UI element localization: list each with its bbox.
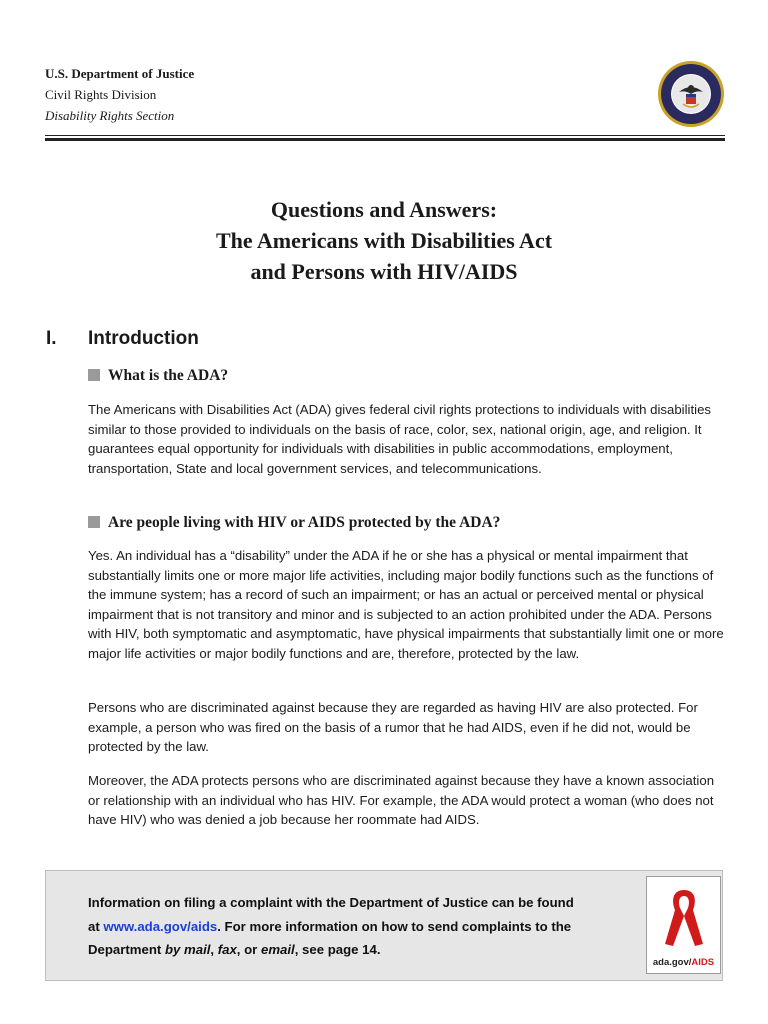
header-rule-thin: [45, 135, 725, 136]
method-fax: fax: [217, 942, 237, 957]
info-text-part: , or: [236, 942, 261, 957]
title-line-2: The Americans with Disabilities Act: [215, 228, 553, 253]
doj-seal-icon: [657, 60, 725, 128]
department-name: U.S. Department of Justice: [45, 66, 195, 81]
answer-paragraph: The Americans with Disabilities Act (ADA) gives federal civil rights protections to individuals with disabilities similar to those provided to individuals on the basis of race, color, sex, national origin, age, and religion. It guarantees equal opportunity for individuals with disabilities in public accommodations, employment, transportation, State and local government services, and telecommunications.: [88, 402, 711, 476]
ada-aids-link[interactable]: www.ada.gov/aids: [103, 918, 218, 934]
square-bullet-icon: [88, 516, 100, 528]
answer-paragraph: Moreover, the ADA protects persons who are discriminated against because they have a known association or relationship with an individual who has HIV. For example, the ADA would protect a woman (who does not have HIV) who was denied a job because her roommate had AIDS.: [88, 773, 715, 828]
logo-label: [647, 957, 720, 968]
method-email: email: [260, 942, 295, 957]
info-text-part: , see page 14.: [294, 942, 381, 957]
section-heading: Introduction: [88, 328, 199, 349]
section-number: I.: [46, 328, 57, 349]
complaint-info-text: [88, 891, 588, 962]
info-text-part: ,: [210, 942, 218, 957]
header-rule-thick: [45, 138, 725, 141]
title-line-1: Questions and Answers:: [270, 197, 498, 222]
letterhead: [45, 64, 725, 144]
question-text: What is the ADA?: [108, 367, 229, 384]
answer-paragraph: Yes. An individual has a “disability” under the ADA if he or she has a physical or mental impairment that substantially limits one or more major life activities, including major bodily functions such as the functions of the immune system; has a record of such an impairment; or has an actual or perceived mental or physical impairment that is not transitory and minor and is subjected to an action prohibited under the ADA. Persons with HIV, both symptomatic and asymptomatic, have physical impairments that substantially limit one or more major life activities or major bodily functions and are, therefore, protected by the law.: [88, 548, 724, 661]
document-title: [0, 194, 768, 287]
question-text: Are people living with HIV or AIDS protected by the ADA?: [108, 514, 501, 531]
title-line-3: and Persons with HIV/AIDS: [250, 259, 518, 284]
complaint-info-box: [45, 870, 723, 981]
red-ribbon-icon: [651, 882, 717, 952]
question-heading: [88, 366, 228, 386]
logo-prefix: ada.gov/: [652, 957, 692, 968]
info-text-part: Information on filing a complaint with the Department of Justice can be found at: [88, 895, 574, 934]
method-mail: by mail: [164, 942, 211, 957]
section-name: Disability Rights Section: [45, 108, 175, 123]
ada-aids-logo[interactable]: [646, 876, 721, 974]
info-text-part: . For more information on how to send complaints to the Department: [88, 918, 572, 957]
answer-paragraph: Persons who are discriminated against because they are regarded as having HIV are also protected. For example, a person who was fired on the basis of a rumor that he had AIDS, even if he did not, would be protected by the law.: [88, 700, 698, 755]
question-heading: [88, 513, 500, 533]
division-name: Civil Rights Division: [45, 87, 157, 102]
square-bullet-icon: [88, 369, 100, 381]
logo-suffix: AIDS: [691, 957, 715, 968]
